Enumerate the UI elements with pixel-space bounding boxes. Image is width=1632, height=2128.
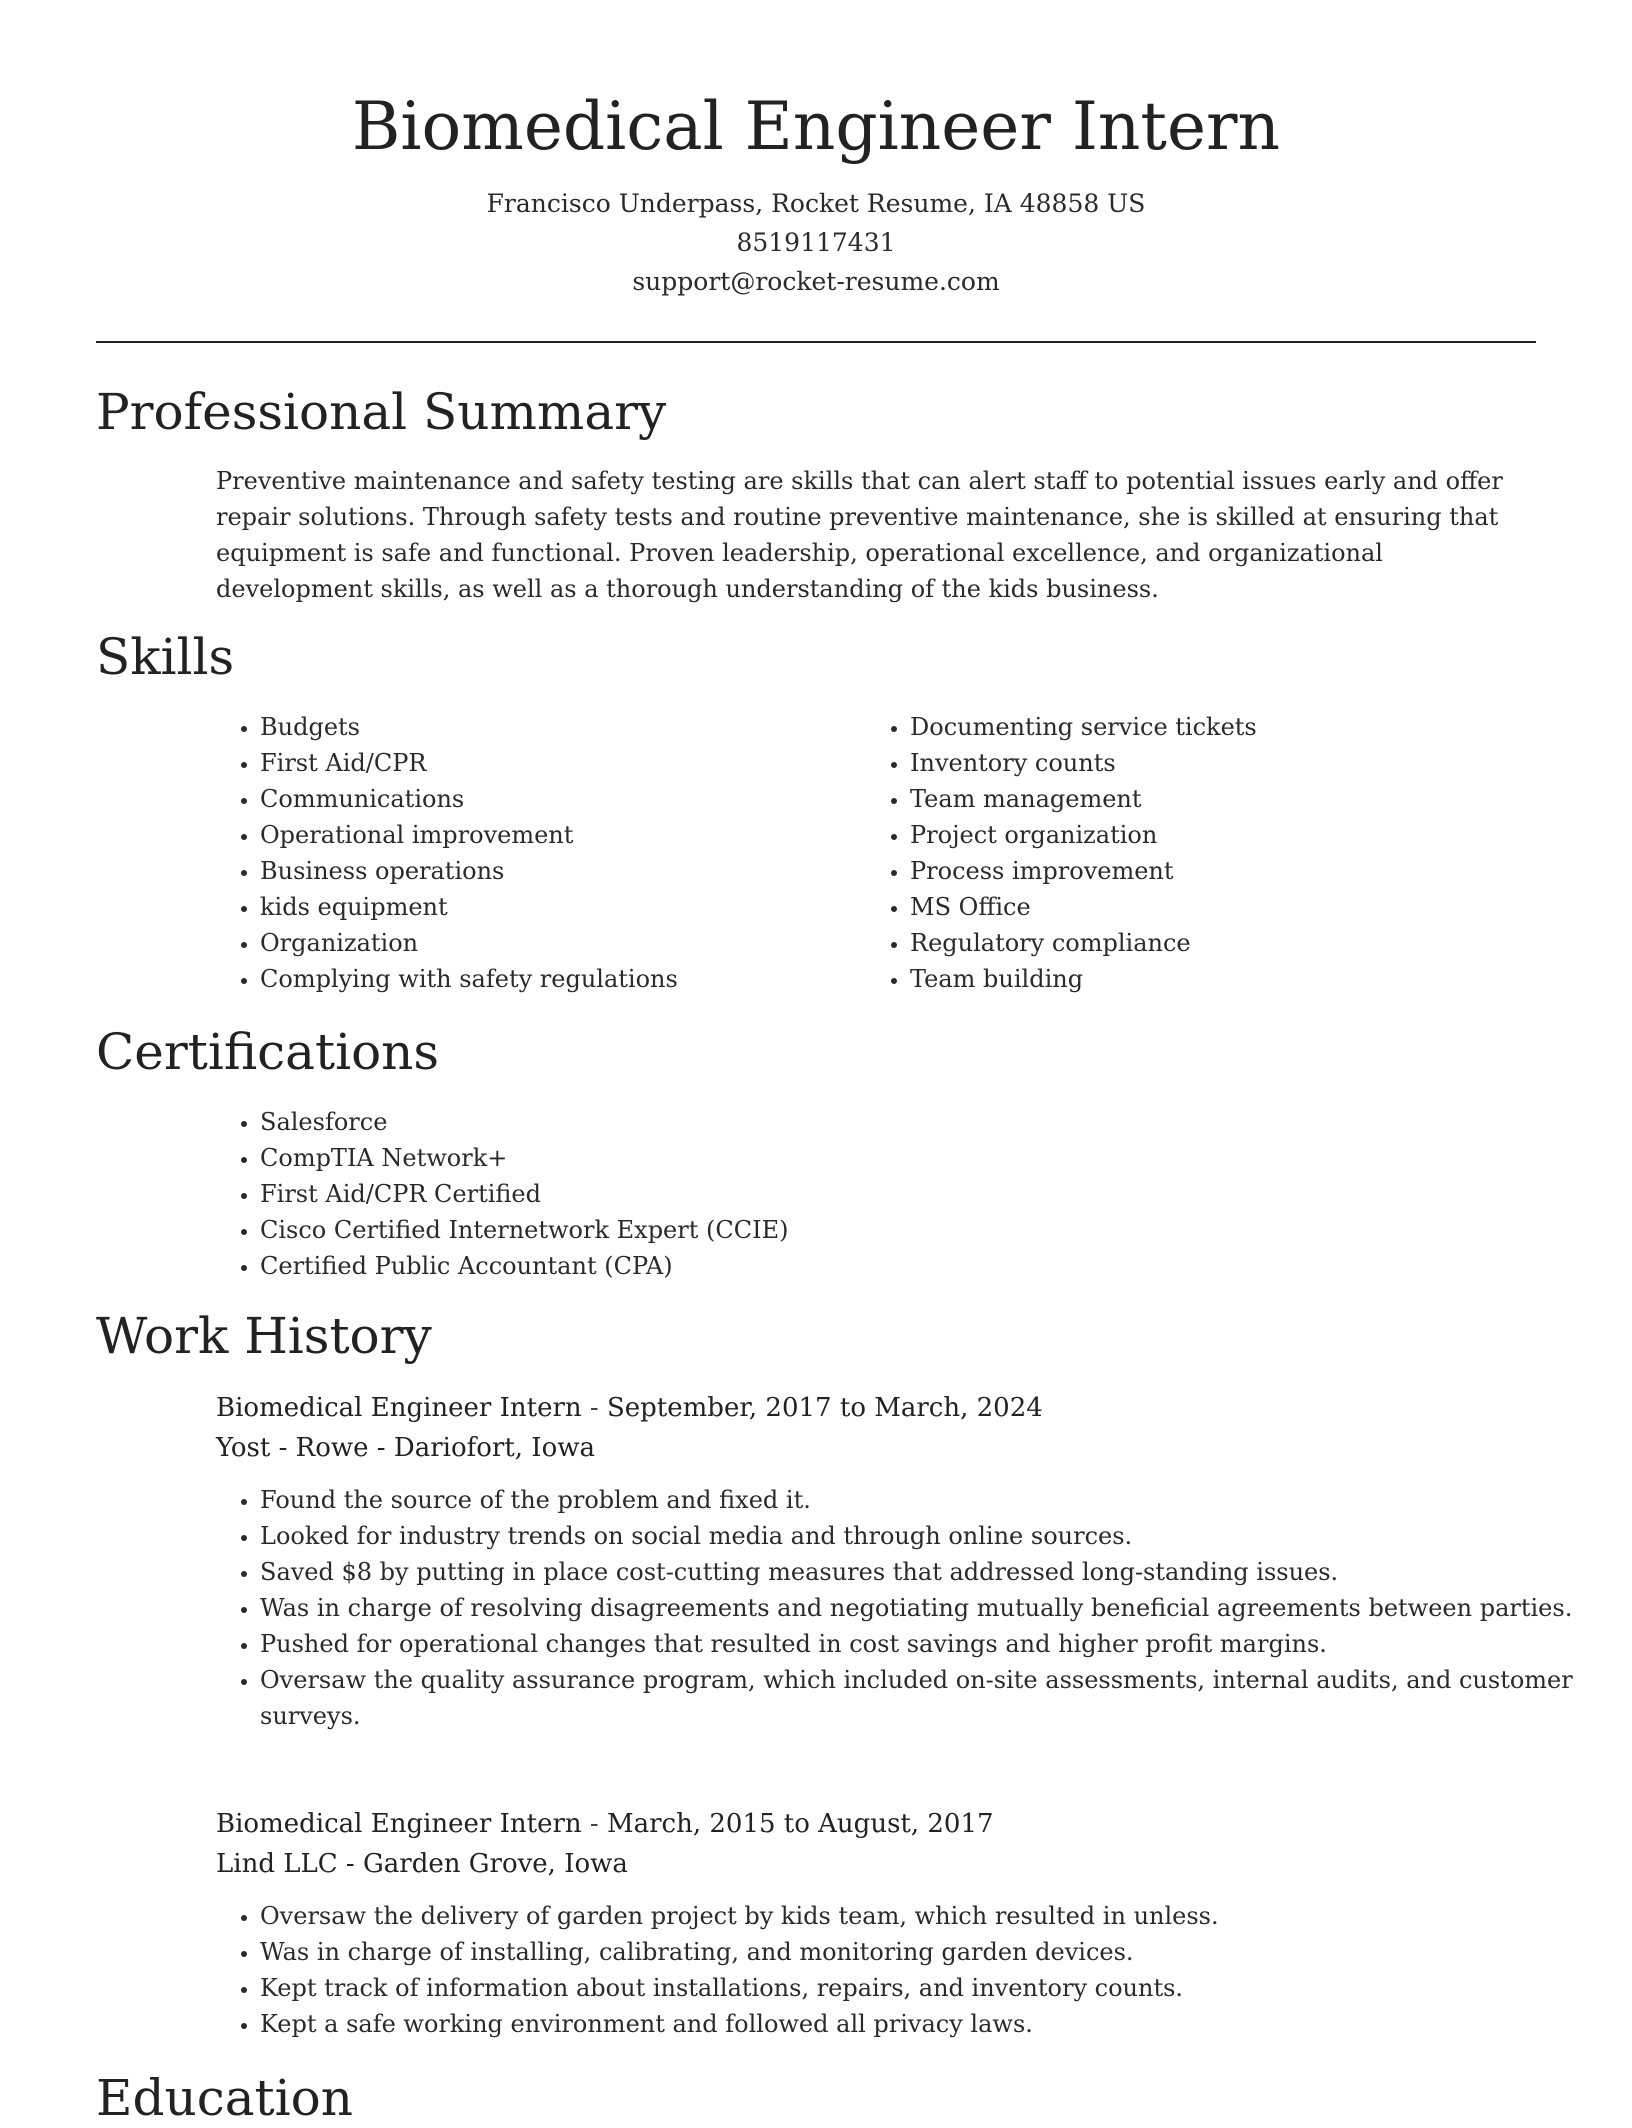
contact-address: Francisco Underpass, Rocket Resume, IA 48858 US bbox=[486, 189, 1146, 218]
resume-title: Biomedical Engineer Intern bbox=[351, 88, 1281, 165]
contact-phone: 8519117431 bbox=[736, 228, 896, 257]
list-item: • Team management bbox=[910, 781, 1530, 817]
list-item: • Kept a safe working environment and followed all privacy laws. bbox=[260, 2006, 1584, 2042]
work-history-heading: Work History bbox=[96, 1307, 432, 1365]
list-item: • Was in charge of installing, calibrating, and monitoring garden devices. bbox=[260, 1934, 1584, 1970]
certifications-list bbox=[216, 1104, 1540, 1284]
list-item: • Project organization bbox=[910, 817, 1530, 853]
list-item: • kids equipment bbox=[260, 889, 840, 925]
job-dates: September, 2017 to March, 2024 bbox=[606, 1393, 1043, 1423]
job-company-line: Lind LLC - Garden Grove, Iowa bbox=[216, 1849, 628, 1879]
list-item: • Business operations bbox=[260, 853, 840, 889]
list-item: • Certified Public Accountant (CPA) bbox=[260, 1248, 1540, 1284]
list-item: • CompTIA Network+ bbox=[260, 1140, 1540, 1176]
job-title-line: Biomedical Engineer Intern - March, 2015 to August, 2017 bbox=[216, 1809, 994, 1839]
list-item: • Operational improvement bbox=[260, 817, 840, 853]
list-item: • Inventory counts bbox=[910, 745, 1530, 781]
list-item: • Communications bbox=[260, 781, 840, 817]
job-title: Biomedical Engineer Intern bbox=[216, 1809, 582, 1839]
resume-header bbox=[96, 82, 1536, 301]
list-item: • First Aid/CPR bbox=[260, 745, 840, 781]
summary-text: Preventive maintenance and safety testing are skills that can alert staff to potential issues early and offer repair solutions. Through safety tests and routine preventive maintenance, she is skilled at ensuring that equipment is safe and functional. Proven leadership, operational excellence, and organizational development skills, as well as a thorough understanding of the kids business. bbox=[216, 467, 1503, 603]
list-item: • Kept track of information about installations, repairs, and inventory counts. bbox=[260, 1970, 1584, 2006]
contact-email: support@rocket-resume.com bbox=[632, 267, 1000, 296]
list-item: • Regulatory compliance bbox=[910, 925, 1530, 961]
list-item: • Complying with safety regulations bbox=[260, 961, 840, 997]
list-item: • Process improvement bbox=[910, 853, 1530, 889]
list-item: • Oversaw the delivery of garden project by kids team, which resulted in unless. bbox=[260, 1898, 1584, 1934]
job-company: Yost - Rowe bbox=[216, 1433, 369, 1463]
header-divider bbox=[96, 341, 1536, 343]
list-item: • First Aid/CPR Certified bbox=[260, 1176, 1540, 1212]
education-heading: Education bbox=[96, 2069, 353, 2127]
list-item: • Looked for industry trends on social media and through online sources. bbox=[260, 1518, 1584, 1554]
list-item: • Salesforce bbox=[260, 1104, 1540, 1140]
list-item: • Organization bbox=[260, 925, 840, 961]
job-title: Biomedical Engineer Intern bbox=[216, 1393, 582, 1423]
list-item: • Pushed for operational changes that resulted in cost savings and higher profit margins. bbox=[260, 1626, 1584, 1662]
skills-list-right bbox=[866, 709, 1530, 997]
contact-block bbox=[96, 184, 1536, 301]
list-item: • Found the source of the problem and fixed it. bbox=[260, 1482, 1584, 1518]
summary-heading: Professional Summary bbox=[96, 383, 667, 441]
job-location: Garden Grove, Iowa bbox=[363, 1849, 628, 1879]
list-item: • Documenting service tickets bbox=[910, 709, 1530, 745]
certifications-heading: Certifications bbox=[96, 1023, 440, 1081]
job-bullets bbox=[216, 1898, 1584, 2042]
list-item: • Budgets bbox=[260, 709, 840, 745]
skills-list-left bbox=[216, 709, 840, 997]
job-company: Lind LLC bbox=[216, 1849, 338, 1879]
list-item: • MS Office bbox=[910, 889, 1530, 925]
job-bullets bbox=[216, 1482, 1584, 1734]
skills-heading: Skills bbox=[96, 628, 235, 686]
list-item: • Team building bbox=[910, 961, 1530, 997]
list-item: • Saved $8 by putting in place cost-cutting measures that addressed long-standing issues. bbox=[260, 1554, 1584, 1590]
job-title-line: Biomedical Engineer Intern - September, 2017 to March, 2024 bbox=[216, 1393, 1043, 1423]
job-company-line: Yost - Rowe - Dariofort, Iowa bbox=[216, 1433, 595, 1463]
job-dates: March, 2015 to August, 2017 bbox=[606, 1809, 994, 1839]
list-item: • Was in charge of resolving disagreements and negotiating mutually beneficial agreements between parties. bbox=[260, 1590, 1584, 1626]
list-item: • Cisco Certified Internetwork Expert (CCIE) bbox=[260, 1212, 1540, 1248]
list-item: • Oversaw the quality assurance program, which included on-site assessments, internal audits, and customer surveys. bbox=[260, 1662, 1584, 1734]
job-location: Dariofort, Iowa bbox=[393, 1433, 595, 1463]
